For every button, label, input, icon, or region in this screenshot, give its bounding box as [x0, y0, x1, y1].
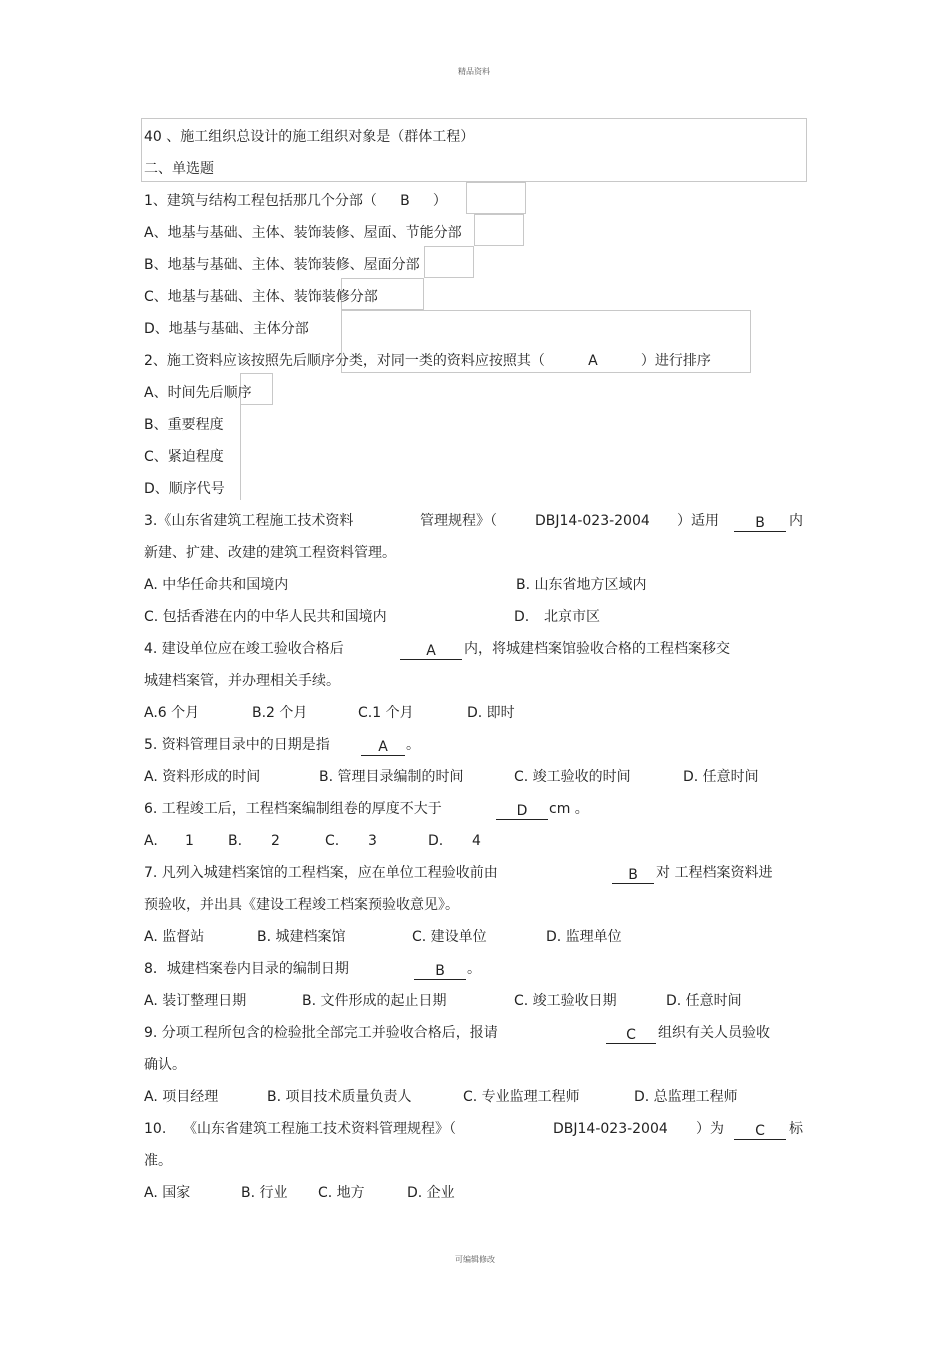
question-text: 2、施工资料应该按照先后顺序分类，对同一类的资料应按照其（ — [144, 353, 545, 369]
table-cell-border — [240, 405, 242, 500]
answer — [606, 1025, 656, 1045]
option-1b: B、地基与基础、主体、装饰装修、屋面分部 — [144, 257, 420, 273]
option-10b: B. 行业 — [241, 1185, 288, 1201]
option-8b: B. 文件形成的起止日期 — [302, 993, 447, 1009]
option-6a-label: A. — [144, 833, 158, 849]
option-1c: C、地基与基础、主体、装饰装修分部 — [144, 289, 378, 305]
option-7c: C. 建设单位 — [412, 929, 487, 945]
option-7b: B. 城建档案馆 — [257, 929, 346, 945]
answer — [612, 865, 654, 885]
option-3c: C. 包括香港在内的中华人民共和国境内 — [144, 609, 387, 625]
option-6b: 2 — [271, 833, 280, 849]
question-4-part: 内，将城建档案馆验收合格的工程档案移交 — [464, 641, 730, 657]
question-2 — [144, 351, 711, 371]
table-cell-border — [474, 214, 524, 246]
question-text: 1、建筑与结构工程包括那几个分部（ — [144, 193, 377, 209]
answer-blank: D — [496, 803, 548, 820]
option-3d-label: D. — [514, 609, 530, 625]
question-6: 6. 工程竣工后，工程档案编制组卷的厚度不大于 — [144, 801, 442, 817]
answer-blank: C — [606, 1027, 656, 1044]
option-4d: D. 即时 — [467, 705, 515, 721]
answer-blank: B — [414, 963, 466, 980]
option-1a: A、地基与基础、主体、装饰装修、屋面、节能分部 — [144, 225, 462, 241]
question-7-part: 对 工程档案资料进 — [656, 865, 773, 881]
answer-blank: B — [612, 867, 654, 884]
answer-blank: B — [734, 515, 786, 532]
question-3-line2: 新建、扩建、改建的建筑工程资料管理。 — [144, 545, 396, 561]
option-9d: D. 总监理工程师 — [634, 1089, 738, 1105]
question-3-part: 内 — [789, 513, 803, 529]
option-8a: A. 装订整理日期 — [144, 993, 247, 1009]
option-3b: B. 山东省地方区域内 — [516, 577, 647, 593]
question-5: 5. 资料管理目录中的日期是指 — [144, 737, 330, 753]
question-8: 8．城建档案卷内目录的编制日期 — [144, 961, 349, 977]
question-3-part: 管理规程》（ — [420, 513, 497, 529]
question-7: 7. 凡列入城建档案馆的工程档案，应在单位工程验收前由 — [144, 865, 498, 881]
option-6a: 1 — [185, 833, 194, 849]
answer — [496, 801, 548, 821]
option-6c-label: C. — [325, 833, 340, 849]
option-8d: D. 任意时间 — [666, 993, 742, 1009]
question-10-part: ）为 — [696, 1121, 724, 1137]
option-4c: C.1 个月 — [358, 705, 414, 721]
answer-blank: A — [400, 643, 462, 660]
table-cell-border — [424, 246, 474, 278]
question-6-part: cm 。 — [549, 801, 589, 817]
page-header: 精品资料 — [458, 67, 490, 76]
question-text: ） — [432, 193, 447, 209]
table-cell-border — [466, 182, 526, 214]
question-7-line2: 预验收，并出具《建设工程竣工档案预验收意见》。 — [144, 897, 459, 913]
option-5b: B. 管理目录编制的时间 — [319, 769, 464, 785]
option-2c: C、紧迫程度 — [144, 449, 224, 465]
option-4b: B.2 个月 — [252, 705, 308, 721]
question-10-part: 标 — [789, 1121, 803, 1137]
answer — [734, 1121, 786, 1141]
option-8c: C. 竣工验收日期 — [514, 993, 617, 1009]
option-10a: A. 国家 — [144, 1185, 191, 1201]
question-1 — [144, 191, 447, 211]
option-2d: D、顺序代号 — [144, 481, 225, 497]
option-6c: 3 — [368, 833, 377, 849]
option-7d: D. 监理单位 — [546, 929, 622, 945]
question-3-part: ）适用 — [677, 513, 719, 529]
answer: A — [588, 353, 598, 369]
answer-blank: A — [361, 739, 405, 756]
question-4-line2: 城建档案管，并办理相关手续。 — [144, 673, 340, 689]
option-3a: A. 中华任命共和国境内 — [144, 577, 289, 593]
question-5-part: 。 — [406, 737, 420, 753]
option-5a: A. 资料形成的时间 — [144, 769, 261, 785]
question-10: 10. — [144, 1121, 167, 1137]
option-9a: A. 项目经理 — [144, 1089, 219, 1105]
question-8-part: 。 — [467, 961, 481, 977]
option-3d: 北京市区 — [544, 609, 600, 625]
answer-blank: C — [734, 1123, 786, 1140]
section-heading-single-choice: 二、单选题 — [144, 161, 214, 177]
option-10d: D. 企业 — [407, 1185, 455, 1201]
question-40: 40 、施工组织总设计的施工组织对象是（群体工程） — [144, 129, 475, 145]
option-9b: B. 项目技术质量负责人 — [267, 1089, 412, 1105]
option-2b: B、重要程度 — [144, 417, 224, 433]
option-1d: D、地基与基础、主体分部 — [144, 321, 309, 337]
question-9: 9. 分项工程所包含的检验批全部完工并验收合格后，报请 — [144, 1025, 498, 1041]
question-9-part: 组织有关人员验收 — [658, 1025, 770, 1041]
question-9-line2: 确认。 — [144, 1057, 186, 1073]
answer — [361, 737, 405, 757]
standard-code: DBJ14-023-2004 — [535, 513, 650, 529]
option-5d: D. 任意时间 — [683, 769, 759, 785]
answer — [734, 513, 786, 533]
option-7a: A. 监督站 — [144, 929, 205, 945]
page-footer: 可编辑修改 — [455, 1255, 495, 1264]
answer — [414, 961, 466, 981]
question-text: ）进行排序 — [640, 353, 711, 369]
option-4a: A.6 个月 — [144, 705, 200, 721]
standard-code: DBJ14-023-2004 — [553, 1121, 668, 1137]
question-10-part: 《山东省建筑工程施工技术资料管理规程》（ — [183, 1121, 456, 1137]
question-4: 4. 建设单位应在竣工验收合格后 — [144, 641, 344, 657]
option-6d-label: D. — [428, 833, 444, 849]
option-9c: C. 专业监理工程师 — [463, 1089, 580, 1105]
option-5c: C. 竣工验收的时间 — [514, 769, 631, 785]
option-2a: A、时间先后顺序 — [144, 385, 252, 401]
option-6d: 4 — [472, 833, 481, 849]
option-6b-label: B. — [228, 833, 243, 849]
answer: B — [400, 193, 410, 209]
option-10c: C. 地方 — [318, 1185, 365, 1201]
answer — [400, 641, 462, 661]
question-10-line2: 准。 — [144, 1153, 172, 1169]
question-3: 3.《山东省建筑工程施工技术资料 — [144, 513, 354, 529]
